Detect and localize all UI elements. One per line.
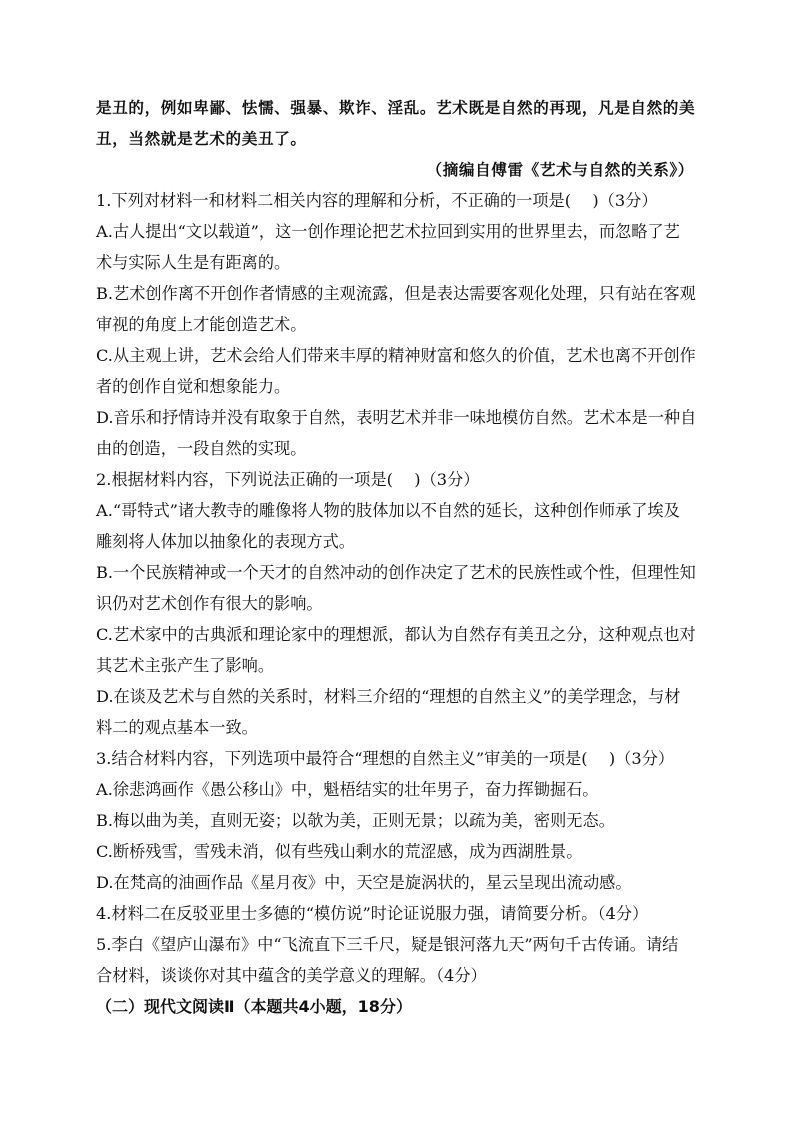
option-d: D.在谈及艺术与自然的关系时，材料三介绍的“理想的自然主义”的美学理念，与材 [96,687,681,706]
option-b: B.梅以曲为美，直则无姿；以欹为美，正则无景；以疏为美，密则无态。 [96,811,615,830]
option-d: D.音乐和抒情诗并没有取象于自然，表明艺术并非一味地模仿自然。艺术本是一种自 [96,408,697,427]
question-3 [96,743,698,898]
question-4 [96,898,698,929]
option-d: D.在梵高的油画作品《星月夜》中，天空是旋涡状的，星云呈现出流动感。 [96,873,632,892]
question-stem: 5.李白《望庐山瀑布》中“飞流直下三千尺，疑是银河落九天”两句千古传诵。请结 [96,935,679,954]
option-d-cont: 料二的观点基本一致。 [96,718,258,737]
option-a-cont: 雕刻将人体加以抽象化的表现方式。 [96,532,355,551]
option-c: C.艺术家中的古典派和理论家中的理想派，都认为自然存有美丑之分，这种观点也对 [96,625,696,644]
option-a-cont: 术与实际人生是有距离的。 [96,253,291,272]
question-stem: 3.结合材料内容，下列选项中最符合“理想的自然主义”审美的一项是( )（3分） [96,749,675,768]
question-stem: 4.材料二在反驳亚里士多德的“模仿说”时论证说服力强，请简要分析。（4分） [96,904,649,923]
option-c: C.从主观上讲，艺术会给人们带来丰厚的精神财富和悠久的价值，艺术也离不开创作 [96,346,696,365]
option-b-cont: 审视的角度上才能创造艺术。 [96,315,307,334]
question-1 [96,185,698,464]
option-a: A.“哥特式”诸大教寺的雕像将人物的肢体加以不自然的延长，这种创作师承了埃及 [96,501,680,520]
option-b-cont: 识仍对艺术创作有很大的影响。 [96,594,323,613]
excerpt-line: 丑，当然就是艺术的美丑了。 [96,129,307,148]
option-b: B.一个民族精神或一个天才的自然冲动的创作决定了艺术的民族性或个性，但理性知 [96,563,696,582]
option-a: A.徐悲鸿画作《愚公移山》中，魁梧结实的壮年男子，奋力挥锄掘石。 [96,780,599,799]
excerpt-source: （摘编自傅雷《艺术与自然的关系》） [426,160,694,179]
option-c: C.断桥残雪，雪残未消，似有些残山剩水的荒涩感，成为西湖胜景。 [96,842,583,861]
option-b: B.艺术创作离不开创作者情感的主观流露，但是表达需要客观化处理，只有站在客观 [96,284,696,303]
section-heading: （二）现代文阅读Ⅱ（本题共4小题，18分） [96,997,412,1016]
question-stem-cont: 合材料，谈谈你对其中蕴含的美学意义的理解。（4分） [96,966,487,985]
excerpt-line: 是丑的，例如卑鄙、怯懦、强暴、欺诈、淫乱。艺术既是自然的再现，凡是自然的美 [96,98,696,117]
question-stem: 1.下列对材料一和材料二相关内容的理解和分析，不正确的一项是( )（3分） [96,191,658,210]
option-a: A.古人提出“文以载道”，这一创作理论把艺术拉回到实用的世界里去，而忽略了艺 [96,222,680,241]
exam-page [96,92,698,1022]
question-5 [96,929,698,991]
option-d-cont: 由的创造，一段自然的实现。 [96,439,307,458]
option-c-cont: 其艺术主张产生了影响。 [96,656,275,675]
question-stem: 2.根据材料内容，下列说法正确的一项是( )（3分） [96,470,480,489]
question-2 [96,464,698,743]
option-c-cont: 者的创作自觉和想象能力。 [96,377,291,396]
